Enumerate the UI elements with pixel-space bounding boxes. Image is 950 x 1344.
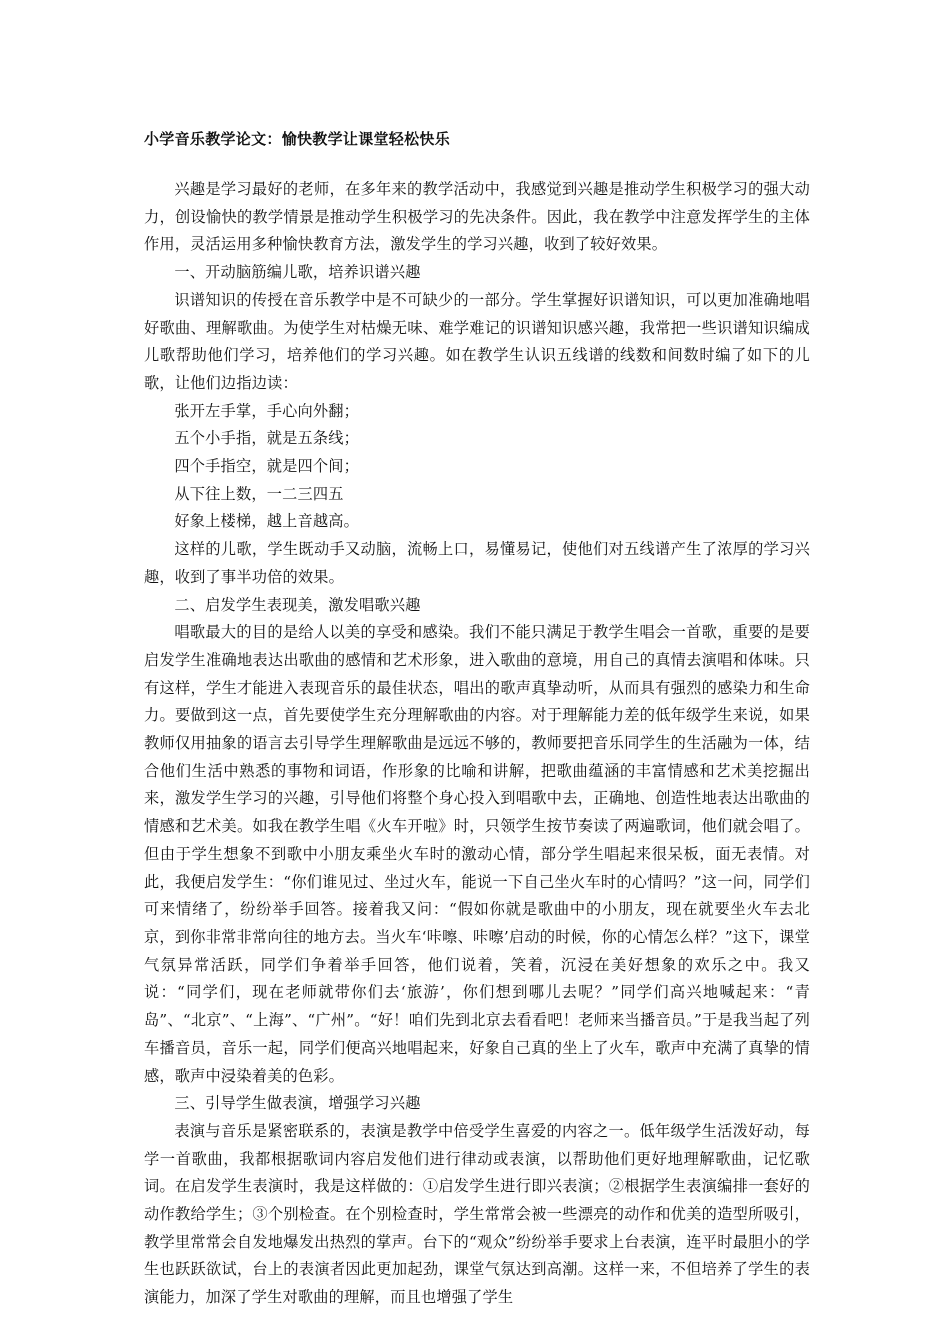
paragraph-intro: 兴趣是学习最好的老师，在多年来的教学活动中，我感觉到兴趣是推动学生积极学习的强大动力，创设愉快的教学情景是推动学生积极学习的先决条件。因此，我在教学中注意发挥学生的主体作用，灵活运用多种愉快教育方法，激发学生的学习兴趣，收到了较好效果。 — [144, 180, 810, 254]
document-body — [144, 176, 810, 1312]
poem-line: 从下往上数，一二三四五 — [174, 484, 344, 503]
poem-line: 张开左手掌，手心向外翻； — [174, 401, 360, 420]
paragraph: 表演与音乐是紧密联系的，表演是教学中倍受学生喜爱的内容之一。低年级学生活泼好动，每学一首歌曲，我都根据歌词内容启发他们进行律动或表演，以帮助他们更好地理解歌曲，记忆歌词。在启发学生表演时，我是这样做的：①启发学生进行即兴表演；②根据学生表演编排一套好的动作教给学生；③个别检查。在个别检查时，学生常常会被一些漂亮的动作和优美的造型所吸引，教学里常常会自发地爆发出热烈的掌声。台下的“观众”纷纷举手要求上台表演，连平时最胆小的学生也跃跃欲试，台上的表演者因此更加起劲，课堂气氛达到高潮。这样一来，不但培养了学生的表演能力，加深了学生对歌曲的理解，而且也增强了学生 — [144, 1121, 810, 1307]
poem-line: 四个手指空，就是四个间； — [174, 457, 360, 476]
poem-line: 好象上楼梯，越上音越高。 — [174, 512, 360, 531]
section-heading-1: 一、开动脑筋编儿歌，培养识谱兴趣 — [174, 263, 421, 282]
paragraph: 唱歌最大的目的是给人以美的享受和感染。我们不能只满足于教学生唱会一首歌，重要的是要启发学生准确地表达出歌曲的感情和艺术形象，进入歌曲的意境，用自己的真情去演唱和体味。只有这样，学生才能进入表现音乐的最佳状态，唱出的歌声真挚动听，从而具有强烈的感染力和生命力。要做到这一点，首先要使学生充分理解歌曲的内容。对于理解能力差的低年级学生来说，如果教师仅用抽象的语言去引导学生理解歌曲是远远不够的，教师要把音乐同学生的生活融为一体，结合他们生活中熟悉的事物和词语，作形象的比喻和讲解，把歌曲蕴涵的丰富情感和艺术美挖掘出来，激发学生学习的兴趣，引导他们将整个身心投入到唱歌中去，正确地、创造性地表达出歌曲的情感和艺术美。如我在教学生唱《火车开啦》时，只领学生按节奏读了两遍歌词，他们就会唱了。但由于学生想象不到歌中小朋友乘坐火车时的激动心情，部分学生唱起来很呆板，面无表情。对此，我便启发学生：“你们谁见过、坐过火车，能说一下自己坐火车时的心情吗？”这一问，同学们可来情绪了，纷纷举手回答。接着我又问：“假如你就是歌曲中的小朋友，现在就要坐火车去北京，到你非常非常向往的地方去。当火车‘咔嚓、咔嚓’启动的时候，你的心情怎么样？”这下，课堂气氛异常活跃，同学们争着举手回答，他们说着，笑着，沉浸在美好想象的欢乐之中。我又说：“同学们，现在老师就带你们去‘旅游’，你们想到哪儿去呢？”同学们高兴地喊起来：“青岛”、“北京”、“上海”、“广州”。“好！咱们先到北京去看看吧！老师来当播音员。”于是我当起了列车播音员，音乐一起，同学们便高兴地唱起来，好象自己真的坐上了火车，歌声中充满了真挚的情感，歌声中浸染着美的色彩。 — [144, 623, 810, 1085]
poem-line: 五个小手指，就是五条线； — [174, 429, 360, 448]
document-title: 小学音乐教学论文：愉快教学让课堂轻松快乐 — [144, 130, 451, 148]
section-heading-2: 二、启发学生表现美，激发唱歌兴趣 — [174, 595, 421, 614]
section-heading-3: 三、引导学生做表演，增强学习兴趣 — [174, 1094, 421, 1113]
document-page — [144, 128, 810, 1312]
paragraph: 这样的儿歌，学生既动手又动脑，流畅上口，易懂易记，使他们对五线谱产生了浓厚的学习兴趣，收到了事半功倍的效果。 — [144, 540, 810, 586]
paragraph: 识谱知识的传授在音乐教学中是不可缺少的一部分。学生掌握好识谱知识，可以更加准确地唱好歌曲、理解歌曲。为使学生对枯燥无味、难学难记的识谱知识感兴趣，我常把一些识谱知识编成儿歌帮助他们学习，培养他们的学习兴趣。如在教学生认识五线谱的线数和间数时编了如下的儿歌，让他们边指边读： — [144, 290, 810, 392]
